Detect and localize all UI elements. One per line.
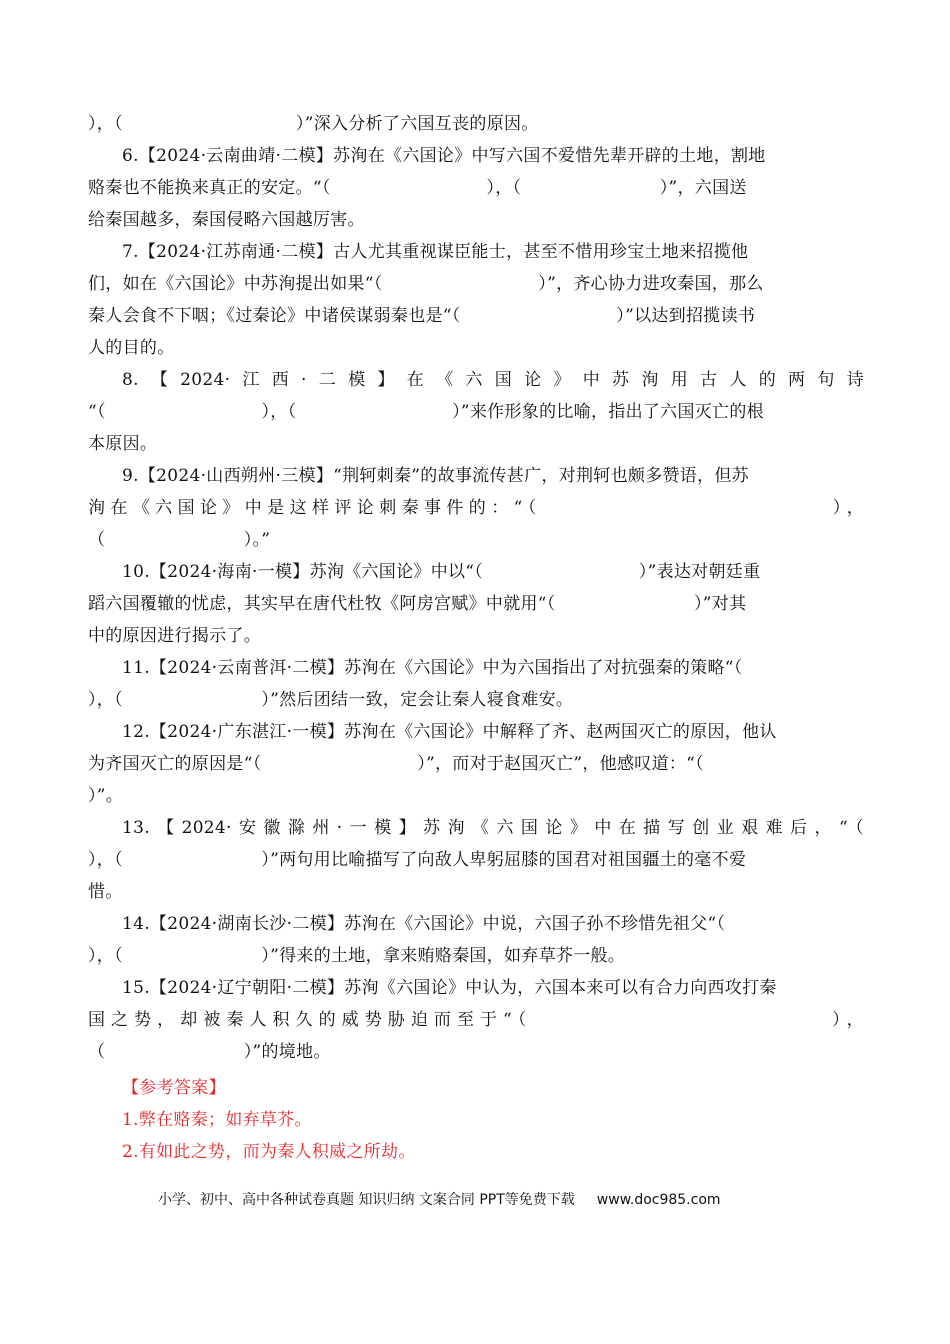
text-line: ）”。 [88,786,124,806]
question-9-line: 9.【2024·山西朔州·三模】“荆轲刺秦”的故事流传甚广，对荆轲也颇多赞语，但苏 [122,466,749,486]
text-line: ），（ ）”深入分析了六国互丧的原因。 [88,114,539,134]
text-line: 为齐国灭亡的原因是“（ ）”，而对于赵国灭亡”，他感叹道：“（ [88,754,704,774]
text-line: 秦人会食不下咽；《过秦论》中诸侯谋弱秦也是“（ ）”以达到招揽读书 [88,306,756,326]
text-line: 给秦国越多，秦国侵略六国越厉害。 [88,210,365,230]
text-line: 蹈六国覆辙的忧虑，其实早在唐代杜牧《阿房宫赋》中就用“（ ）”对其 [88,594,747,614]
question-11-line: 11.【2024·云南普洱·二模】苏洵在《六国论》中为六国指出了对抗强秦的策略“（ [122,658,743,678]
answer-heading: 【参考答案】 [122,1078,226,1098]
question-7-line: 7.【2024·江苏南通·二模】古人尤其重视谋臣能士，甚至不惜用珍宝土地来招揽他 [122,242,749,262]
question-14-line: 14.【2024·湖南长沙·二模】苏洵在《六国论》中说，六国子孙不珍惜先祖父“（ [122,914,726,934]
text-line: 洵在《六国论》中是这样评论刺秦事件的：“（ ）， [88,498,864,518]
question-15-line: 15.【2024·辽宁朝阳·二模】苏洵《六国论》中认为，六国本来可以有合力向西攻打秦 [122,978,777,998]
text-line: 中的原因进行揭示了。 [88,626,261,646]
question-6-line: 6.【2024·云南曲靖·二模】苏洵在《六国论》中写六国不爱惜先辈开辟的土地，割地 [122,146,766,166]
question-10-line: 10.【2024·海南·一模】苏洵《六国论》中以“（ ）”表达对朝廷重 [122,562,761,582]
document-body [88,108,864,1168]
answer-item: 1.弊在赂秦；如弃草芥。 [122,1110,312,1130]
footer-site-link[interactable]: www.doc985.com [596,1192,721,1208]
text-line: （ ）。” [88,530,271,550]
text-line: 惜。 [88,882,123,902]
text-line: “（ ），（ ）”来作形象的比喻，指出了六国灭亡的根 [88,402,764,422]
question-8-line: 8.【2024·江西·二模】在《六国论》中苏洵用古人的两句诗 [122,370,864,390]
answer-item: 2.有如此之势，而为秦人积威之所劫。 [122,1142,416,1162]
text-line: 本原因。 [88,434,158,454]
page-footer [158,1189,721,1209]
text-line: 赂秦也不能换来真正的安定。“（ ），（ ）”，六国送 [88,178,747,198]
text-line: 人的目的。 [88,338,175,358]
text-line: 们，如在《六国论》中苏洵提出如果“（ ）”，齐心协力进攻秦国，那么 [88,274,764,294]
answer-section [88,1072,864,1168]
text-line: ），（ ）”两句用比喻描写了向敌人卑躬屈膝的国君对祖国疆土的毫不爱 [88,850,747,870]
footer-text: 小学、初中、高中各种试卷真题 知识归纳 文案合同 PPT等免费下载 [158,1192,575,1208]
text-line: ），（ ）”得来的土地，拿来贿赂秦国，如弃草芥一般。 [88,946,626,966]
text-line: （ ）”的境地。 [88,1042,331,1062]
question-12-line: 12.【2024·广东湛江·一模】苏洵在《六国论》中解释了齐、赵两国灭亡的原因，他认 [122,722,777,742]
question-13-line: 13.【2024·安徽滁州·一模】苏洵《六国论》中在描写创业艰难后，“（ [122,818,864,838]
text-line: 国之势，却被秦人积久的威势胁迫而至于“（ ）， [88,1010,864,1030]
text-line: ），（ ）”然后团结一致，定会让秦人寝食难安。 [88,690,574,710]
